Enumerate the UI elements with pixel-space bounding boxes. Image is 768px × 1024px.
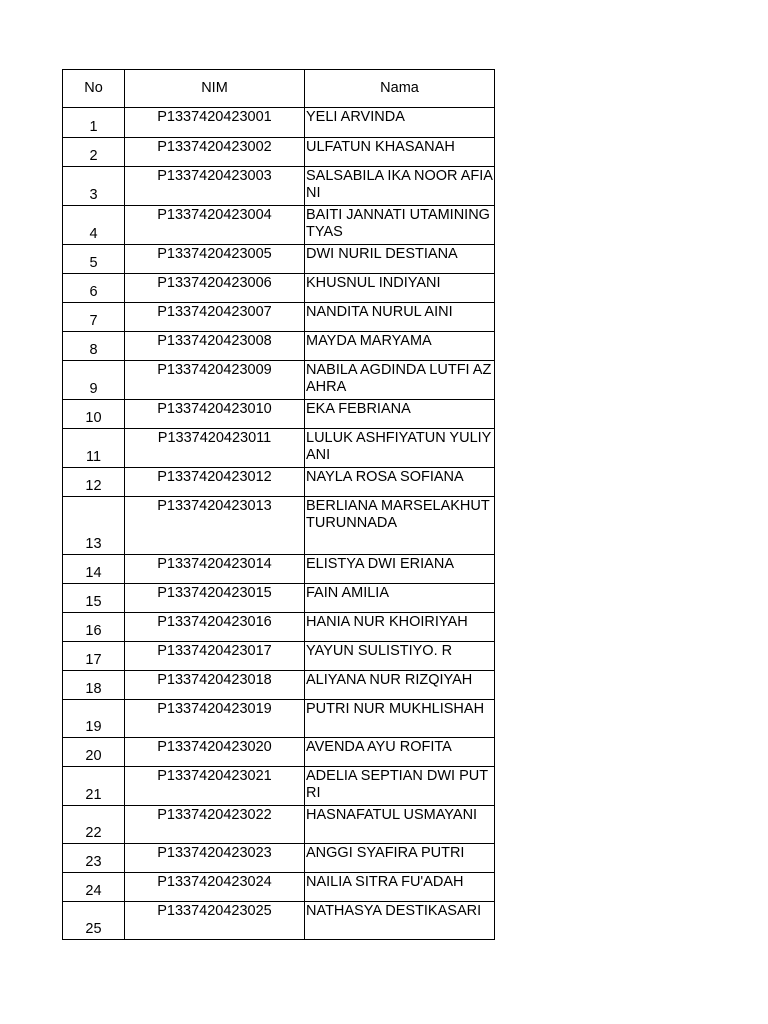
row-nama: ALIYANA NUR RIZQIYAH [305,671,495,700]
table-row [63,274,495,303]
row-nama: HANIA NUR KHOIRIYAH [305,613,495,642]
row-nama: ULFATUN KHASANAH [305,138,495,167]
row-nim: P1337420423018 [125,671,305,700]
row-no: 2 [63,138,125,167]
row-nim: P1337420423005 [125,245,305,274]
row-nim: P1337420423017 [125,642,305,671]
header-no: No [63,70,125,108]
row-nama: YAYUN SULISTIYO. R [305,642,495,671]
table-row [63,700,495,738]
row-no: 9 [63,361,125,400]
row-no: 8 [63,332,125,361]
row-nim: P1337420423004 [125,206,305,245]
row-nama: LULUK ASHFIYATUN YULIYANI [305,429,495,468]
row-nim: P1337420423008 [125,332,305,361]
table-row [63,138,495,167]
row-nama: AVENDA AYU ROFITA [305,738,495,767]
row-nim: P1337420423001 [125,108,305,138]
row-nim: P1337420423022 [125,806,305,844]
row-nama: HASNAFATUL USMAYANI [305,806,495,844]
table-row [63,844,495,873]
row-nama: ELISTYA DWI ERIANA [305,555,495,584]
header-nim: NIM [125,70,305,108]
table-row [63,642,495,671]
row-no: 11 [63,429,125,468]
row-nama: EKA FEBRIANA [305,400,495,429]
row-nim: P1337420423025 [125,902,305,940]
table-row [63,767,495,806]
row-nim: P1337420423023 [125,844,305,873]
row-nama: DWI NURIL DESTIANA [305,245,495,274]
row-nim: P1337420423012 [125,468,305,497]
table-row [63,332,495,361]
row-nama: MAYDA MARYAMA [305,332,495,361]
row-nim: P1337420423015 [125,584,305,613]
row-nama: NABILA AGDINDA LUTFI AZAHRA [305,361,495,400]
row-nama: BERLIANA MARSELAKHUTTURUNNADA [305,497,495,555]
table-row [63,245,495,274]
table-row [63,206,495,245]
row-no: 10 [63,400,125,429]
row-nama: ANGGI SYAFIRA PUTRI [305,844,495,873]
row-nim: P1337420423016 [125,613,305,642]
table-row [63,738,495,767]
row-nama: NATHASYA DESTIKASARI [305,902,495,940]
row-nim: P1337420423009 [125,361,305,400]
table-row [63,400,495,429]
row-nama: KHUSNUL INDIYANI [305,274,495,303]
row-nama: SALSABILA IKA NOOR AFIANI [305,167,495,206]
row-nim: P1337420423019 [125,700,305,738]
row-nim: P1337420423013 [125,497,305,555]
row-nim: P1337420423003 [125,167,305,206]
table-row [63,613,495,642]
table-row [63,902,495,940]
row-no: 7 [63,303,125,332]
table-row [63,108,495,138]
row-no: 1 [63,108,125,138]
row-nim: P1337420423021 [125,767,305,806]
row-nama: FAIN AMILIA [305,584,495,613]
student-table [62,69,495,940]
row-no: 23 [63,844,125,873]
row-no: 25 [63,902,125,940]
row-no: 16 [63,613,125,642]
row-no: 5 [63,245,125,274]
row-nim: P1337420423011 [125,429,305,468]
table-row [63,584,495,613]
header-nama: Nama [305,70,495,108]
row-no: 14 [63,555,125,584]
row-nama: NANDITA NURUL AINI [305,303,495,332]
row-nama: NAYLA ROSA SOFIANA [305,468,495,497]
row-no: 22 [63,806,125,844]
row-nim: P1337420423010 [125,400,305,429]
row-nama: BAITI JANNATI UTAMININGTYAS [305,206,495,245]
row-no: 13 [63,497,125,555]
table-row [63,361,495,400]
row-no: 12 [63,468,125,497]
table-row [63,873,495,902]
table-row [63,671,495,700]
table-row [63,303,495,332]
row-no: 4 [63,206,125,245]
row-nim: P1337420423007 [125,303,305,332]
row-nim: P1337420423006 [125,274,305,303]
row-no: 19 [63,700,125,738]
row-nama: YELI ARVINDA [305,108,495,138]
table-row [63,555,495,584]
row-no: 6 [63,274,125,303]
row-nim: P1337420423014 [125,555,305,584]
table-row [63,167,495,206]
row-nama: ADELIA SEPTIAN DWI PUTRI [305,767,495,806]
table-row [63,429,495,468]
row-no: 17 [63,642,125,671]
row-no: 18 [63,671,125,700]
table-row [63,497,495,555]
row-no: 24 [63,873,125,902]
table-row [63,468,495,497]
row-nim: P1337420423002 [125,138,305,167]
row-nim: P1337420423020 [125,738,305,767]
row-nama: PUTRI NUR MUKHLISHAH [305,700,495,738]
row-no: 15 [63,584,125,613]
row-no: 20 [63,738,125,767]
row-no: 21 [63,767,125,806]
table-header-row [63,70,495,108]
row-no: 3 [63,167,125,206]
row-nama: NAILIA SITRA FU'ADAH [305,873,495,902]
row-nim: P1337420423024 [125,873,305,902]
table-row [63,806,495,844]
